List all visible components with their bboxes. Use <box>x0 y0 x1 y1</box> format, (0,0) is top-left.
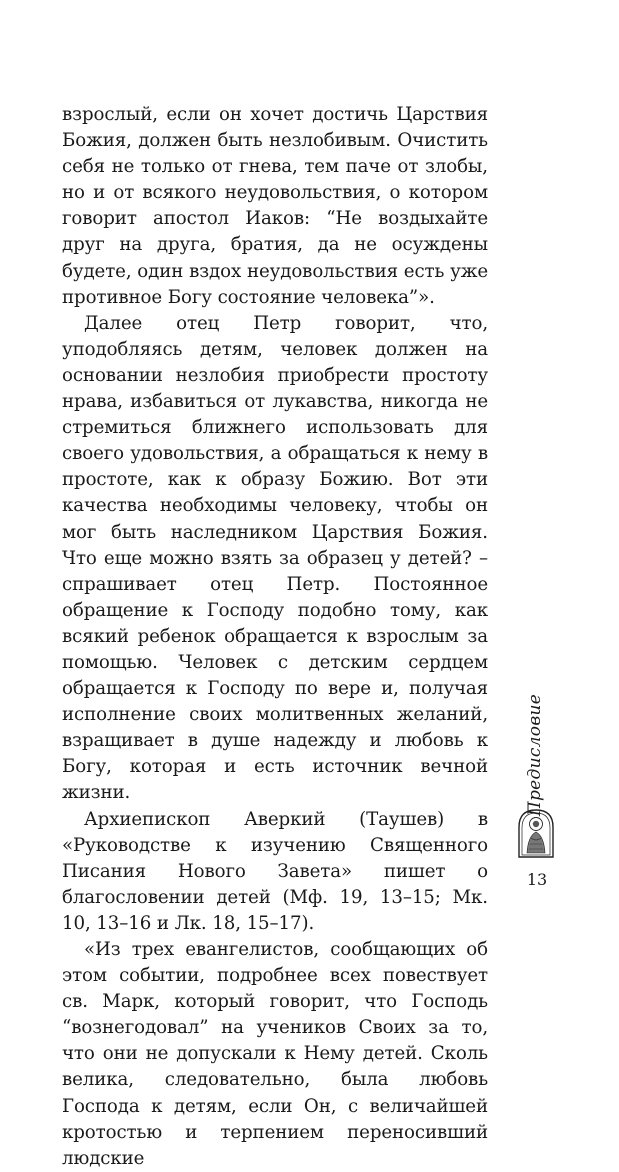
main-text <box>62 102 488 1172</box>
paragraph-4: «Из трех евангелистов, сообщающих об этом событии, подробнее всех повествует св. Марк, который говорит, что Господь “вознегодовал” на учеников Своих за то, что они не допускали к Нему детей. Сколь велика, следовательно, была любовь Господа к детям, если Он, с величайшей кротостью и терпением переносивший людские <box>62 939 488 1169</box>
running-section-title <box>520 693 550 817</box>
paragraph-1: взрослый, если он хочет достичь Царствия Божия, должен быть незлобивым. Очистить себя не только от гнева, тем паче от злобы, но и от всякого неудовольствия, о котором говорит апостол Иаков: “Не воздыхайте друг на друга, братия, да не осуждены будете, один вздох неудовольствия есть уже противное Богу состояние человека”». <box>62 104 488 308</box>
saint-icon <box>515 807 557 859</box>
section-title-text: Предисловие <box>525 693 545 817</box>
icon-emblem <box>515 807 557 859</box>
paragraph-3: Архиепископ Аверкий (Таушев) в «Руководстве к изучению Священного Писания Нового Завета» пишет о благословении детей (Мф. 19, 13–15; Мк. 10, 13–16 и Лк. 18, 15–17). <box>62 808 488 934</box>
page-number: 13 <box>526 870 548 889</box>
paragraph-2: Далее отец Петр говорит, что, уподобляясь детям, человек должен на основании незлобия приобрести простоту нрава, избавиться от лукавства, никогда не стремиться ближнего использовать для своего удовольствия, а обращаться к нему в простоте, как к образу Божию. Вот эти качества необходимы человеку, чтобы он мог быть наследником Царствия Божия. Что еще можно взять за образец у детей? – спрашивает отец Петр. Постоянное обращение к Господу подобно тому, как всякий ребенок обращается к взрослым за помощью. Человек с детским сердцем обращается к Господу по вере и, получая исполнение своих молитвенных желаний, взращивает в душе надежду и любовь к Богу, которая и есть источник вечной жизни. <box>62 312 488 804</box>
